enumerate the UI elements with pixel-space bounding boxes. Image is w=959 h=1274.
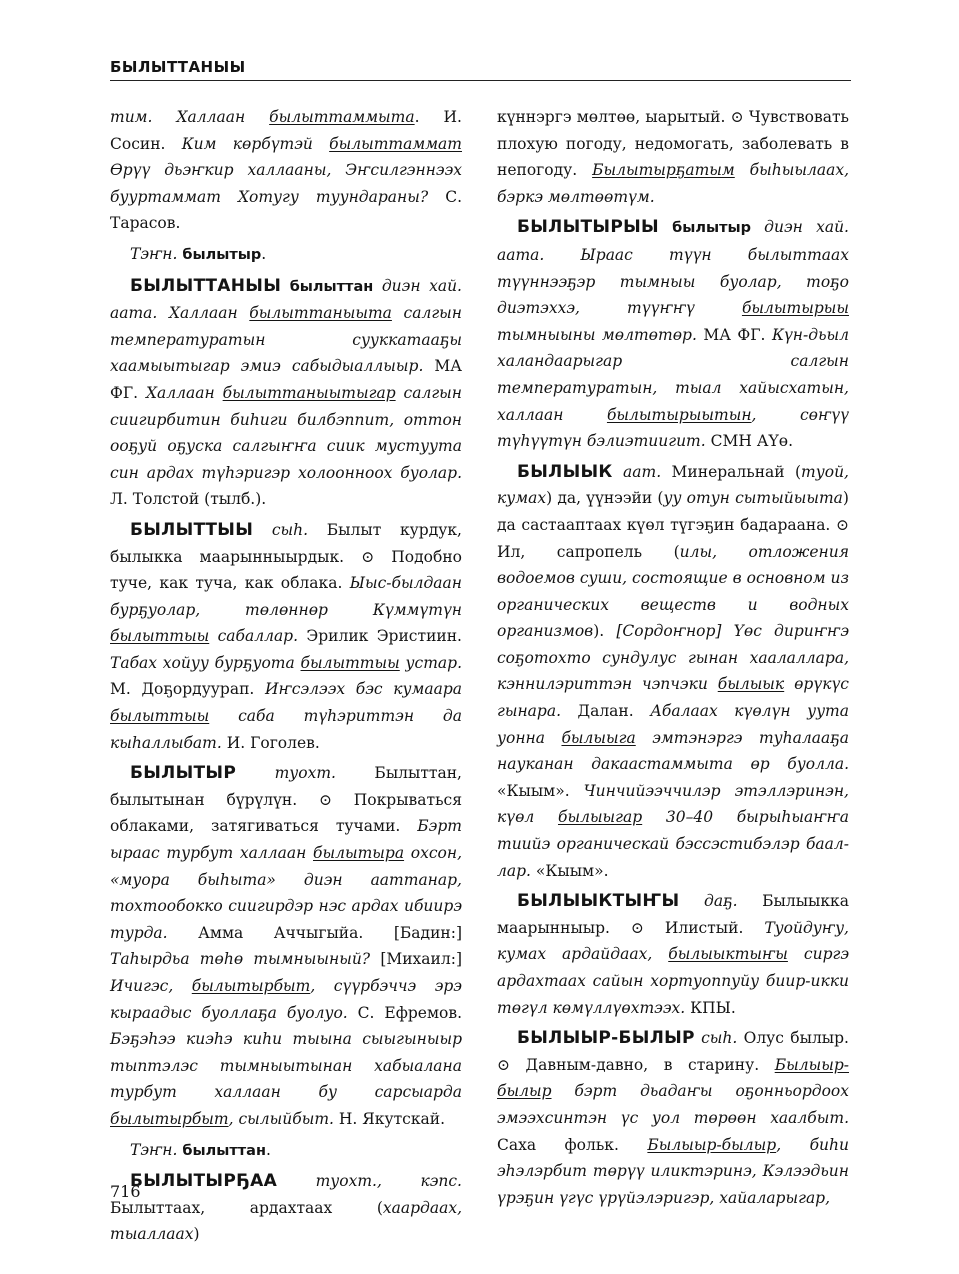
entry-bylytyr: БЫЛЫТЫР туохт. Былыттан, былытынан бүрүлүн. ⊙ Покрываться облаками, затягиваться тучами. Бэрт ыраас турбут халлаан былытыра охсон, «муора быһыта» диэн ааттанар, тохтообокко сиигирдэр нэс ардах ибиирэ турда. Амма Аччыгыйа. [Бадин:] Таһырдьа төһө тымныыный? [Михаил:] Ичигэс, былытырбыт, сүүрбэччэ эрэ кыраадыс буоллаҕа буолуо. С. Ефремов. Бэҕэһээ киэһэ киһи тыына сыыгыныыр тыптэлэс тымныытынан хабыалана турбут халлаан бу сарсыарда былытырбыт, сылыйбыт. Н. Якутскай. <box>110 763 462 1128</box>
header-rule <box>110 80 851 81</box>
entry-bylyyr-bylyr: БЫЛЫЫР-БЫЛЫР сыһ. Олус былыр. ⊙ Давным-давно, в старину. Былыыр-былыр бэрт дьадаҥы оҕонньордоох эмээхсинтэн үс уол төрөөн хаалбыт. Саха фольк. Былыыр-былыр, биһи эһэлэрбит төрүү иликтэринэ, Кэлээдьин үрэҕин үгүс үрүйэлэригэр, хайаларыгар, <box>497 1028 849 1207</box>
headword: БЫЛЫТЫР <box>130 763 237 784</box>
right-column <box>497 104 849 1215</box>
headword: БЫЛЫЫР-БЫЛЫР <box>517 1028 695 1049</box>
headword: БЫЛЫЫК <box>517 461 613 482</box>
entry-continuation: тим. Халлаан былыттаммыта. И. Сосин. Ким көрбүтэй былыттаммат Өрүү дьэҥкир халлааны, Эҥсилгэннээх бууртаммат Хотугу туундараны? С. Тарасов. <box>110 108 462 233</box>
entry-bylyttyy: БЫЛЫТТЫЫ сыһ. Былыт курдук, былыкка маарынныырдык. ⊙ Подобно туче, как туча, как облака. Ыыс-былдаан бурҕуолар, төлөннөр Күммүтүн былыттыы сабаллар. Эрилик Эристиин. Табах хойуу бурҕуота былыттыы устар. М. Доҕордуурап. Иҥсэлээх бэс кумаара былыттыы саба түһэриттэн да кыһаллыбат. И. Гоголев. <box>110 519 462 752</box>
left-column <box>110 104 462 1252</box>
entry-bylyyk: БЫЛЫЫК аат. Минеральнай (туой, кумах) да, үүнээйи (уу отун сытыйыыта) да састааптаах күөл түгэҕин бадараана. ⊙ Ил, сапропель (илы, отложения водоемов суши, состоящие в основном из органических веществ и водных организмов). [Сордоҥнор] Үөс дириҥҥэ соҕотохто сундулус гынан хаалаллара, кэннилэриттэн чэпчэки былыык өрүкүс гынара. Далан. Абалаах күөлүн уута уонна былыыга эмтэнэргэ туһалааҕа науканан дакаастаммыта өр буолла. «Кыым». Чинчийээччилэр этэллэринэн, күөл былыыгар 30–40 бырыһыаҥҥа тиийэ органическай бэссэстибэлэр баал-лар. «Кыым». <box>497 461 850 880</box>
entry-bylytyrgaa: БЫЛЫТЫРҔАА туохт., кэпс. Былыттаах, ардахтаах (хаардаах, тыаллаах) <box>110 1171 462 1244</box>
headword: БЫЛЫТТАНЫЫ <box>130 275 282 296</box>
entry-bylytyryy: БЫЛЫТЫРЫЫ былытыр диэн хай. аата. Ыраас түүн былыттаах түүннээҕэр тымныы буолар, тоҕо диэтэххэ, түүҥҥү былытырыы тымныыны мөлтөтөр. МА ФГ. Күн-дьыл халандаарыгар салгын температуратын, тыал хайысхатын, халлаан былытырыытын, сөҥүү түһүүтүн бэлиэтиигит. СМН АҮө. <box>497 217 850 451</box>
cross-reference: Тэҥн. былытыр. <box>130 244 267 263</box>
cross-reference: Тэҥн. былыттан. <box>130 1140 271 1159</box>
headword: БЫЛЫЫКТЫҤЫ <box>517 891 680 912</box>
entry-bylyyktyngy: БЫЛЫЫКТЫҤЫ даҕ. Былыыкка маарынныыр. ⊙ Илистый. Туойдуҥу, кумах ардайдаах, былыыктыҥы сиргэ ардахтаах сайын хортуоппуйу биир-икки төгүл көмүллүөхтээх. КПЫ. <box>497 891 850 1017</box>
entry-bylyttanyy: БЫЛЫТТАНЫЫ былыттан диэн хай. аата. Халлаан былыттаныыта салгын температуратын сууккатааҕы хаамыытыгар эмиэ сабыдыаллыыр. МА ФГ. Халлаан былыттаныытыгар салгын сиигирбитин биһиги билбэппит, оттон ооҕуй оҕуска салгыҥҥа сиик мустуута син ардах түһэригэр холоонноох буолар. Л. Толстой (тылб.). <box>110 275 463 509</box>
headword: БЫЛЫТТЫЫ <box>130 519 254 540</box>
headword: БЫЛЫТЫРҔАА <box>130 1171 278 1192</box>
page-number: 716 <box>110 1182 141 1201</box>
running-head: БЫЛЫТТАНЫЫ <box>110 58 246 76</box>
entry-continuation: күннэргэ мөлтөө, ыарытый. ⊙ Чувствовать плохую погоду, недомогать, заболевать в непогоду. Былытырҕатым быһыылаах, бэркэ мөлтөөтүм. <box>497 108 849 206</box>
headword: БЫЛЫТЫРЫЫ <box>517 217 659 238</box>
